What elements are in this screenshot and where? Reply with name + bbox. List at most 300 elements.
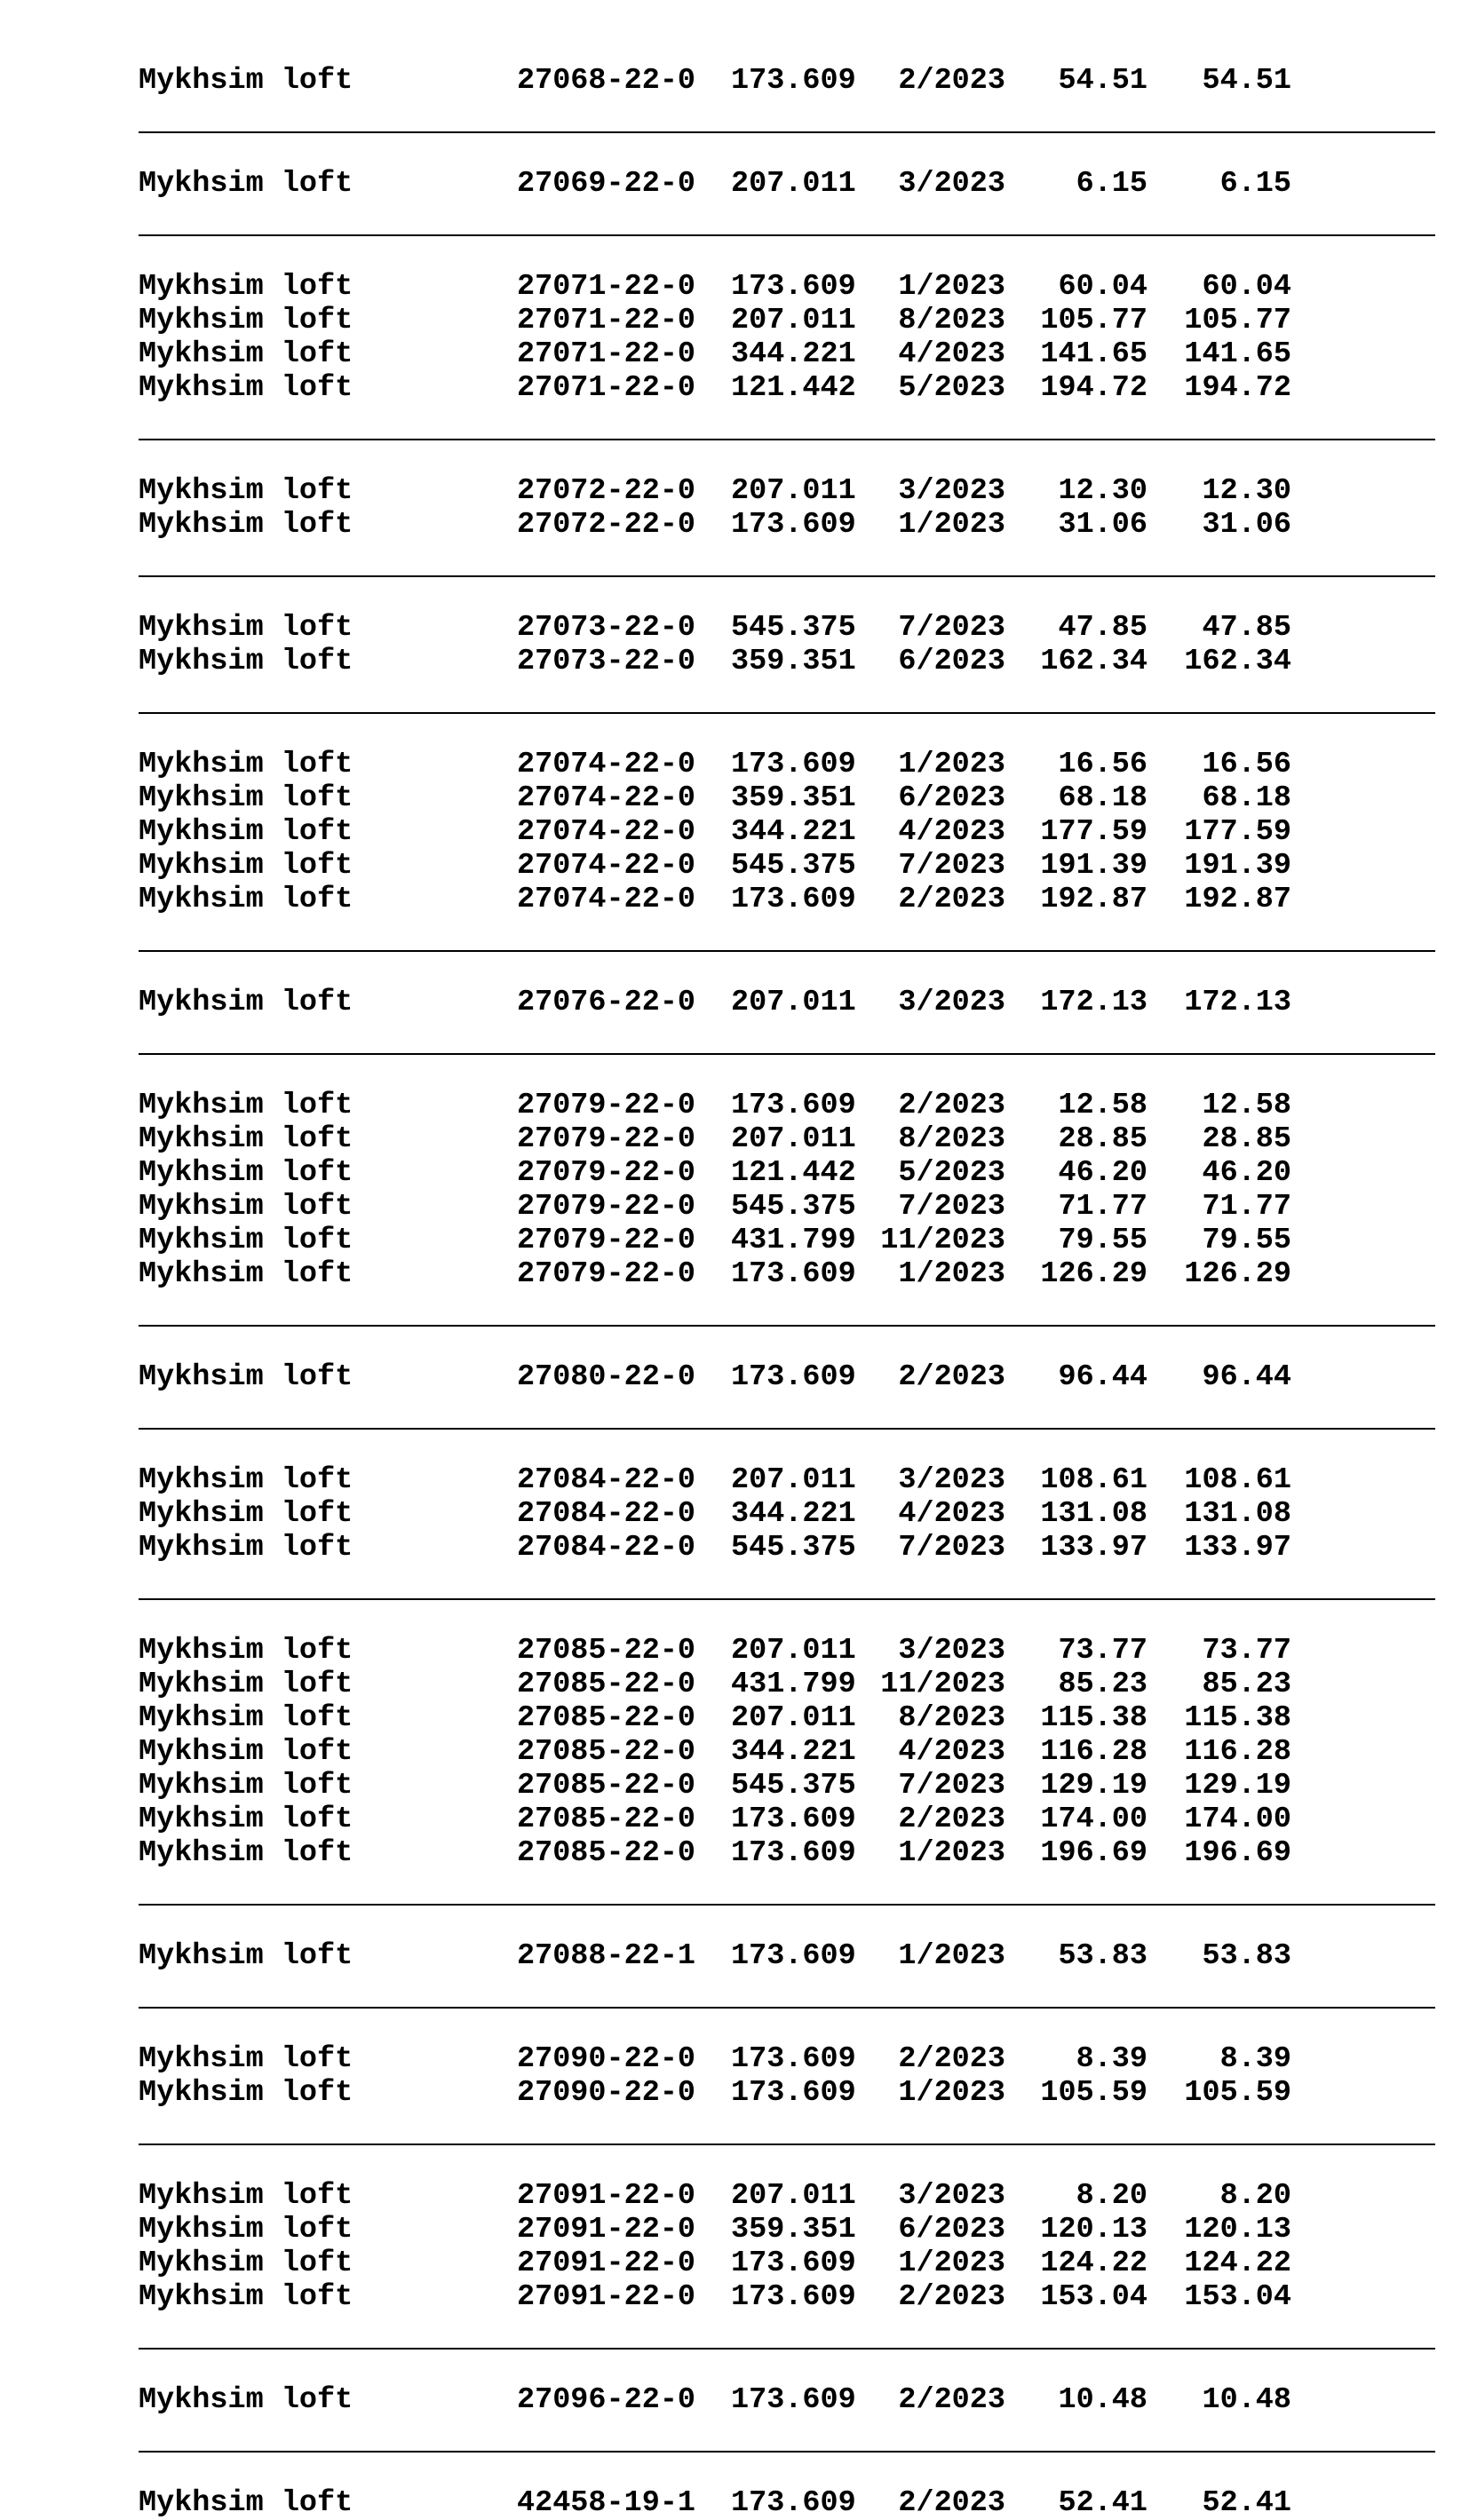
- table-row: [139, 1531, 1435, 1565]
- record-group: [139, 1430, 1435, 1600]
- billing-period: 4/2023: [898, 337, 1005, 371]
- table-row: [139, 748, 1435, 781]
- amount-value: 12.30: [1058, 474, 1147, 508]
- billing-period: 2/2023: [898, 1089, 1005, 1122]
- table-row: [139, 1224, 1435, 1257]
- billing-period: 5/2023: [898, 371, 1005, 405]
- location-name: Mykhsim loft: [139, 337, 353, 371]
- amount-value: 46.20: [1058, 1156, 1147, 1190]
- table-row: [139, 883, 1435, 916]
- billing-period: 8/2023: [898, 1701, 1005, 1735]
- billing-period: 8/2023: [898, 304, 1005, 337]
- rate-value: 344.221: [731, 1735, 856, 1769]
- total-value: 46.20: [1202, 1156, 1291, 1190]
- account-code: 27090-22-0: [517, 2076, 696, 2110]
- total-value: 53.83: [1202, 1939, 1291, 1973]
- table-row: [139, 815, 1435, 849]
- total-value: 120.13: [1184, 2213, 1291, 2247]
- account-code: 27084-22-0: [517, 1497, 696, 1531]
- amount-value: 47.85: [1058, 611, 1147, 645]
- total-value: 133.97: [1184, 1531, 1291, 1565]
- account-code: 27074-22-0: [517, 849, 696, 883]
- location-name: Mykhsim loft: [139, 371, 353, 405]
- rate-value: 173.609: [731, 2383, 856, 2417]
- account-code: 27090-22-0: [517, 2042, 696, 2076]
- location-name: Mykhsim loft: [139, 2383, 353, 2417]
- location-name: Mykhsim loft: [139, 1190, 353, 1224]
- account-code: 27080-22-0: [517, 1360, 696, 1394]
- location-name: Mykhsim loft: [139, 270, 353, 304]
- rate-value: 344.221: [731, 815, 856, 849]
- location-name: Mykhsim loft: [139, 1497, 353, 1531]
- table-row: [139, 2179, 1435, 2213]
- amount-value: 153.04: [1040, 2280, 1147, 2314]
- amount-value: 85.23: [1058, 1668, 1147, 1701]
- account-code: 27085-22-0: [517, 1803, 696, 1836]
- total-value: 47.85: [1202, 611, 1291, 645]
- amount-value: 141.65: [1040, 337, 1147, 371]
- location-name: Mykhsim loft: [139, 2486, 353, 2520]
- amount-value: 105.77: [1040, 304, 1147, 337]
- location-name: Mykhsim loft: [139, 1701, 353, 1735]
- account-code: 27085-22-0: [517, 1634, 696, 1668]
- billing-period: 6/2023: [898, 2213, 1005, 2247]
- location-name: Mykhsim loft: [139, 508, 353, 542]
- rate-value: 207.011: [731, 304, 856, 337]
- rate-value: 545.375: [731, 1531, 856, 1565]
- total-value: 60.04: [1202, 270, 1291, 304]
- table-row: [139, 2213, 1435, 2247]
- table-row: [139, 1122, 1435, 1156]
- rate-value: 207.011: [731, 167, 856, 201]
- amount-value: 52.41: [1058, 2486, 1147, 2520]
- amount-value: 196.69: [1040, 1836, 1147, 1870]
- rate-value: 173.609: [731, 2042, 856, 2076]
- table-row: [139, 1497, 1435, 1531]
- table-row: [139, 611, 1435, 645]
- rate-value: 173.609: [731, 748, 856, 781]
- billing-period: 2/2023: [898, 2383, 1005, 2417]
- table-row: [139, 304, 1435, 337]
- location-name: Mykhsim loft: [139, 1360, 353, 1394]
- amount-value: 129.19: [1040, 1769, 1147, 1803]
- location-name: Mykhsim loft: [139, 1769, 353, 1803]
- amount-value: 8.20: [1076, 2179, 1147, 2213]
- record-group: [139, 1600, 1435, 1906]
- record-group: [139, 440, 1435, 577]
- account-code: 27084-22-0: [517, 1531, 696, 1565]
- amount-value: 105.59: [1040, 2076, 1147, 2110]
- location-name: Mykhsim loft: [139, 64, 353, 98]
- location-name: Mykhsim loft: [139, 1122, 353, 1156]
- account-code: 27079-22-0: [517, 1224, 696, 1257]
- rate-value: 545.375: [731, 1769, 856, 1803]
- record-group: [139, 1055, 1435, 1327]
- billing-period: 1/2023: [898, 508, 1005, 542]
- location-name: Mykhsim loft: [139, 849, 353, 883]
- account-code: 27074-22-0: [517, 815, 696, 849]
- billing-period: 1/2023: [898, 270, 1005, 304]
- table-row: [139, 2076, 1435, 2110]
- total-value: 105.77: [1184, 304, 1291, 337]
- account-code: 27084-22-0: [517, 1463, 696, 1497]
- table-row: [139, 1089, 1435, 1122]
- billing-period: 2/2023: [898, 2486, 1005, 2520]
- total-value: 73.77: [1202, 1634, 1291, 1668]
- rate-value: 207.011: [731, 986, 856, 1019]
- rate-value: 344.221: [731, 337, 856, 371]
- table-row: [139, 986, 1435, 1019]
- rate-value: 173.609: [731, 270, 856, 304]
- total-value: 162.34: [1184, 645, 1291, 678]
- billing-period: 3/2023: [898, 986, 1005, 1019]
- record-group: [139, 133, 1435, 236]
- account-code: 27071-22-0: [517, 371, 696, 405]
- rate-value: 173.609: [731, 64, 856, 98]
- amount-value: 115.38: [1040, 1701, 1147, 1735]
- billing-period: 3/2023: [898, 167, 1005, 201]
- rate-value: 173.609: [731, 2486, 856, 2520]
- table-row: [139, 508, 1435, 542]
- billing-period: 8/2023: [898, 1122, 1005, 1156]
- location-name: Mykhsim loft: [139, 2076, 353, 2110]
- total-value: 85.23: [1202, 1668, 1291, 1701]
- table-row: [139, 2042, 1435, 2076]
- total-value: 191.39: [1184, 849, 1291, 883]
- billing-period: 7/2023: [898, 1190, 1005, 1224]
- location-name: Mykhsim loft: [139, 1531, 353, 1565]
- total-value: 129.19: [1184, 1769, 1291, 1803]
- rate-value: 545.375: [731, 849, 856, 883]
- record-group: [139, 2009, 1435, 2145]
- billing-period: 2/2023: [898, 1360, 1005, 1394]
- account-code: 27079-22-0: [517, 1190, 696, 1224]
- rate-value: 344.221: [731, 1497, 856, 1531]
- account-code: 27096-22-0: [517, 2383, 696, 2417]
- table-row: [139, 1769, 1435, 1803]
- billing-period: 2/2023: [898, 2042, 1005, 2076]
- account-code: 27088-22-1: [517, 1939, 696, 1973]
- location-name: Mykhsim loft: [139, 1634, 353, 1668]
- total-value: 174.00: [1184, 1803, 1291, 1836]
- total-value: 8.39: [1219, 2042, 1291, 2076]
- amount-value: 126.29: [1040, 1257, 1147, 1291]
- record-group: [139, 2145, 1435, 2350]
- record-group: [139, 2453, 1435, 2520]
- rate-value: 173.609: [731, 2076, 856, 2110]
- billing-period: 7/2023: [898, 1769, 1005, 1803]
- amount-value: 120.13: [1040, 2213, 1147, 2247]
- billing-period: 2/2023: [898, 883, 1005, 916]
- rate-value: 431.799: [731, 1668, 856, 1701]
- table-row: [139, 337, 1435, 371]
- account-code: 27085-22-0: [517, 1836, 696, 1870]
- account-code: 27071-22-0: [517, 304, 696, 337]
- total-value: 31.06: [1202, 508, 1291, 542]
- rate-value: 207.011: [731, 1701, 856, 1735]
- location-name: Mykhsim loft: [139, 611, 353, 645]
- total-value: 124.22: [1184, 2247, 1291, 2280]
- rate-value: 173.609: [731, 1836, 856, 1870]
- account-code: 27079-22-0: [517, 1122, 696, 1156]
- total-value: 105.59: [1184, 2076, 1291, 2110]
- total-value: 177.59: [1184, 815, 1291, 849]
- location-name: Mykhsim loft: [139, 1939, 353, 1973]
- table-row: [139, 167, 1435, 201]
- billing-period: 1/2023: [898, 2076, 1005, 2110]
- account-code: 27091-22-0: [517, 2247, 696, 2280]
- amount-value: 124.22: [1040, 2247, 1147, 2280]
- table-row: [139, 1735, 1435, 1769]
- billing-period: 4/2023: [898, 1497, 1005, 1531]
- billing-period: 7/2023: [898, 849, 1005, 883]
- account-code: 27085-22-0: [517, 1769, 696, 1803]
- location-name: Mykhsim loft: [139, 815, 353, 849]
- record-group: [139, 952, 1435, 1055]
- account-code: 27068-22-0: [517, 64, 696, 98]
- total-value: 71.77: [1202, 1190, 1291, 1224]
- rate-value: 173.609: [731, 1257, 856, 1291]
- account-code: 27072-22-0: [517, 474, 696, 508]
- account-code: 27074-22-0: [517, 748, 696, 781]
- total-value: 12.58: [1202, 1089, 1291, 1122]
- table-row: [139, 1463, 1435, 1497]
- amount-value: 162.34: [1040, 645, 1147, 678]
- amount-value: 96.44: [1058, 1360, 1147, 1394]
- account-code: 27073-22-0: [517, 645, 696, 678]
- amount-value: 131.08: [1040, 1497, 1147, 1531]
- rate-value: 545.375: [731, 1190, 856, 1224]
- rate-value: 173.609: [731, 2280, 856, 2314]
- location-name: Mykhsim loft: [139, 304, 353, 337]
- billing-period: 3/2023: [898, 1634, 1005, 1668]
- account-code: 27072-22-0: [517, 508, 696, 542]
- location-name: Mykhsim loft: [139, 781, 353, 815]
- table-row: [139, 1668, 1435, 1701]
- table-row: [139, 1701, 1435, 1735]
- total-value: 153.04: [1184, 2280, 1291, 2314]
- location-name: Mykhsim loft: [139, 748, 353, 781]
- total-value: 196.69: [1184, 1836, 1291, 1870]
- amount-value: 68.18: [1058, 781, 1147, 815]
- billing-period: 1/2023: [898, 1939, 1005, 1973]
- rate-value: 173.609: [731, 1803, 856, 1836]
- record-group: [139, 2350, 1435, 2453]
- total-value: 28.85: [1202, 1122, 1291, 1156]
- table-row: [139, 2383, 1435, 2417]
- amount-value: 192.87: [1040, 883, 1147, 916]
- table-row: [139, 474, 1435, 508]
- rate-value: 121.442: [731, 1156, 856, 1190]
- amount-value: 53.83: [1058, 1939, 1147, 1973]
- total-value: 12.30: [1202, 474, 1291, 508]
- total-value: 68.18: [1202, 781, 1291, 815]
- billing-period: 11/2023: [880, 1224, 1005, 1257]
- billing-period: 4/2023: [898, 815, 1005, 849]
- account-code: 27079-22-0: [517, 1156, 696, 1190]
- amount-value: 79.55: [1058, 1224, 1147, 1257]
- amount-value: 6.15: [1076, 167, 1147, 201]
- account-code: 27071-22-0: [517, 270, 696, 304]
- amount-value: 73.77: [1058, 1634, 1147, 1668]
- amount-value: 133.97: [1040, 1531, 1147, 1565]
- total-value: 96.44: [1202, 1360, 1291, 1394]
- billing-period: 1/2023: [898, 1836, 1005, 1870]
- total-value: 54.51: [1202, 64, 1291, 98]
- total-value: 79.55: [1202, 1224, 1291, 1257]
- account-code: 27085-22-0: [517, 1735, 696, 1769]
- rate-value: 359.351: [731, 2213, 856, 2247]
- rate-value: 207.011: [731, 474, 856, 508]
- rate-value: 359.351: [731, 781, 856, 815]
- table-row: [139, 1836, 1435, 1870]
- account-code: 27074-22-0: [517, 883, 696, 916]
- rate-value: 431.799: [731, 1224, 856, 1257]
- rate-value: 207.011: [731, 1122, 856, 1156]
- location-name: Mykhsim loft: [139, 1803, 353, 1836]
- table-row: [139, 64, 1435, 98]
- table-row: [139, 849, 1435, 883]
- location-name: Mykhsim loft: [139, 2042, 353, 2076]
- rate-value: 173.609: [731, 2247, 856, 2280]
- amount-value: 10.48: [1058, 2383, 1147, 2417]
- table-row: [139, 1257, 1435, 1291]
- table-row: [139, 645, 1435, 678]
- rate-value: 121.442: [731, 371, 856, 405]
- total-value: 126.29: [1184, 1257, 1291, 1291]
- total-value: 192.87: [1184, 883, 1291, 916]
- location-name: Mykhsim loft: [139, 1463, 353, 1497]
- table-row: [139, 1360, 1435, 1394]
- location-name: Mykhsim loft: [139, 883, 353, 916]
- location-name: Mykhsim loft: [139, 645, 353, 678]
- account-code: 27079-22-0: [517, 1089, 696, 1122]
- rate-value: 173.609: [731, 1360, 856, 1394]
- billing-period: 3/2023: [898, 474, 1005, 508]
- account-code: 27091-22-0: [517, 2280, 696, 2314]
- location-name: Mykhsim loft: [139, 2280, 353, 2314]
- total-value: 10.48: [1202, 2383, 1291, 2417]
- amount-value: 28.85: [1058, 1122, 1147, 1156]
- account-code: 27085-22-0: [517, 1701, 696, 1735]
- amount-value: 177.59: [1040, 815, 1147, 849]
- record-group: [139, 577, 1435, 714]
- table-row: [139, 1939, 1435, 1973]
- billing-period: 1/2023: [898, 1257, 1005, 1291]
- rate-value: 359.351: [731, 645, 856, 678]
- billing-period: 4/2023: [898, 1735, 1005, 1769]
- report-listing: [139, 64, 1435, 2520]
- total-value: 8.20: [1219, 2179, 1291, 2213]
- rate-value: 173.609: [731, 508, 856, 542]
- location-name: Mykhsim loft: [139, 474, 353, 508]
- amount-value: 174.00: [1040, 1803, 1147, 1836]
- total-value: 115.38: [1184, 1701, 1291, 1735]
- account-code: 27073-22-0: [517, 611, 696, 645]
- rate-value: 545.375: [731, 611, 856, 645]
- rate-value: 173.609: [731, 1939, 856, 1973]
- amount-value: 16.56: [1058, 748, 1147, 781]
- location-name: Mykhsim loft: [139, 2247, 353, 2280]
- billing-period: 6/2023: [898, 645, 1005, 678]
- account-code: 27074-22-0: [517, 781, 696, 815]
- table-row: [139, 1190, 1435, 1224]
- location-name: Mykhsim loft: [139, 1089, 353, 1122]
- table-row: [139, 371, 1435, 405]
- table-row: [139, 270, 1435, 304]
- amount-value: 60.04: [1058, 270, 1147, 304]
- location-name: Mykhsim loft: [139, 2179, 353, 2213]
- account-code: 27069-22-0: [517, 167, 696, 201]
- amount-value: 71.77: [1058, 1190, 1147, 1224]
- location-name: Mykhsim loft: [139, 986, 353, 1019]
- amount-value: 191.39: [1040, 849, 1147, 883]
- location-name: Mykhsim loft: [139, 1836, 353, 1870]
- amount-value: 116.28: [1040, 1735, 1147, 1769]
- amount-value: 12.58: [1058, 1089, 1147, 1122]
- amount-value: 31.06: [1058, 508, 1147, 542]
- total-value: 6.15: [1219, 167, 1291, 201]
- amount-value: 108.61: [1040, 1463, 1147, 1497]
- total-value: 194.72: [1184, 371, 1291, 405]
- billing-period: 2/2023: [898, 1803, 1005, 1836]
- total-value: 108.61: [1184, 1463, 1291, 1497]
- account-code: 42458-19-1: [517, 2486, 696, 2520]
- amount-value: 194.72: [1040, 371, 1147, 405]
- table-row: [139, 2280, 1435, 2314]
- billing-period: 5/2023: [898, 1156, 1005, 1190]
- record-group: [139, 64, 1435, 133]
- table-row: [139, 1803, 1435, 1836]
- account-code: 27079-22-0: [517, 1257, 696, 1291]
- billing-period: 11/2023: [880, 1668, 1005, 1701]
- rate-value: 173.609: [731, 1089, 856, 1122]
- location-name: Mykhsim loft: [139, 1156, 353, 1190]
- total-value: 116.28: [1184, 1735, 1291, 1769]
- location-name: Mykhsim loft: [139, 2213, 353, 2247]
- record-group: [139, 1906, 1435, 2009]
- location-name: Mykhsim loft: [139, 1668, 353, 1701]
- rate-value: 207.011: [731, 2179, 856, 2213]
- total-value: 141.65: [1184, 337, 1291, 371]
- billing-period: 7/2023: [898, 1531, 1005, 1565]
- location-name: Mykhsim loft: [139, 167, 353, 201]
- rate-value: 207.011: [731, 1463, 856, 1497]
- location-name: Mykhsim loft: [139, 1735, 353, 1769]
- total-value: 52.41: [1202, 2486, 1291, 2520]
- account-code: 27076-22-0: [517, 986, 696, 1019]
- table-row: [139, 1156, 1435, 1190]
- billing-period: 3/2023: [898, 2179, 1005, 2213]
- table-row: [139, 2486, 1435, 2520]
- billing-period: 1/2023: [898, 748, 1005, 781]
- total-value: 172.13: [1184, 986, 1291, 1019]
- account-code: 27091-22-0: [517, 2179, 696, 2213]
- table-row: [139, 781, 1435, 815]
- billing-period: 2/2023: [898, 2280, 1005, 2314]
- total-value: 16.56: [1202, 748, 1291, 781]
- account-code: 27071-22-0: [517, 337, 696, 371]
- amount-value: 8.39: [1076, 2042, 1147, 2076]
- billing-period: 2/2023: [898, 64, 1005, 98]
- account-code: 27085-22-0: [517, 1668, 696, 1701]
- amount-value: 54.51: [1058, 64, 1147, 98]
- table-row: [139, 1634, 1435, 1668]
- record-group: [139, 1327, 1435, 1430]
- table-row: [139, 2247, 1435, 2280]
- total-value: 131.08: [1184, 1497, 1291, 1531]
- location-name: Mykhsim loft: [139, 1224, 353, 1257]
